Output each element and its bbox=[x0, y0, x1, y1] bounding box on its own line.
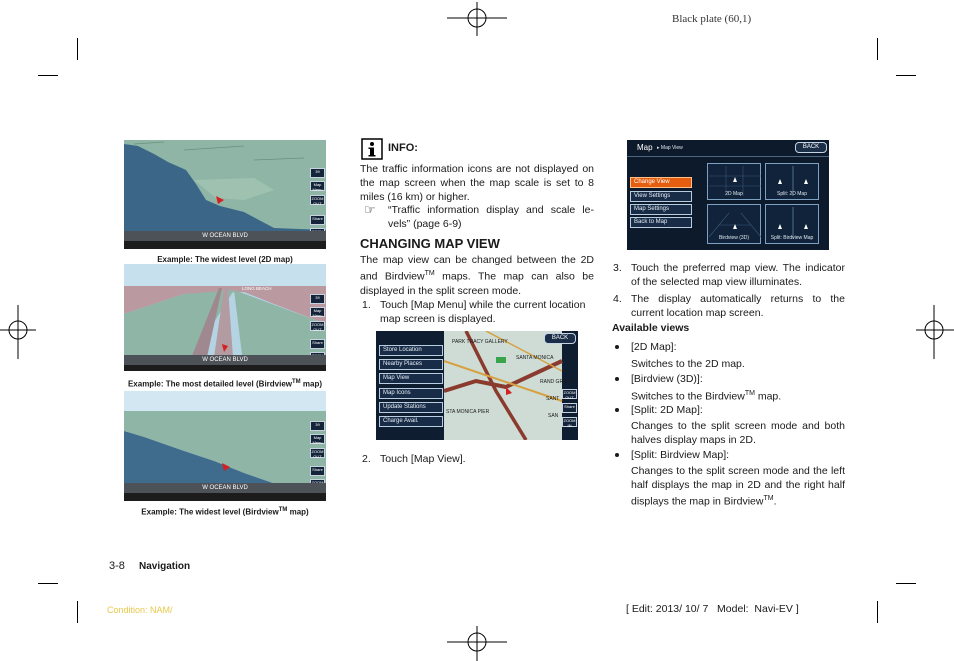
view-tile-label: Split: 2D Map bbox=[776, 191, 807, 197]
map-2d-widest-image bbox=[124, 140, 326, 249]
registration-mark-bottom bbox=[447, 626, 507, 661]
edit-model-label: [ Edit: 2013/ 10/ 7 Model: Navi-EV ] bbox=[626, 603, 799, 615]
caption-birdview-widest: Example: The widest level (Birdview™ map) bbox=[141, 507, 309, 517]
map-menu-button[interactable]: Map Menu bbox=[310, 434, 325, 444]
menu-change-view[interactable]: Change View bbox=[630, 177, 692, 188]
share-button[interactable]: Share bbox=[310, 215, 325, 225]
condition-label: Condition: NAM/ bbox=[107, 605, 173, 615]
menu-map-icons[interactable]: Map Icons bbox=[379, 388, 443, 399]
crop-mark bbox=[877, 38, 878, 60]
screen-subtitle: ▸ Map View bbox=[657, 145, 683, 151]
caption-birdview-detailed: Example: The most detailed level (Birdview™ map) bbox=[127, 379, 323, 389]
view-tile-split-2d-map[interactable] bbox=[765, 163, 819, 200]
map-view-screen-image bbox=[627, 140, 829, 250]
view-desc-split-birdview: Changes to the split screen mode and the left half displays the map in 2D and the right half displays the map in Birdview™. bbox=[631, 465, 845, 508]
view-label-2d-map: [2D Map]: bbox=[631, 341, 677, 353]
step-2-text: Touch [Map View]. bbox=[380, 453, 466, 465]
scale-button[interactable]: 39 bbox=[310, 421, 325, 431]
view-tile-split-birdview-map[interactable] bbox=[765, 204, 819, 244]
crop-mark bbox=[77, 601, 78, 623]
registration-mark-right bbox=[916, 305, 954, 359]
map-label: SAN bbox=[548, 413, 559, 419]
step-number: 4. bbox=[613, 293, 622, 305]
back-button[interactable]: BACK bbox=[544, 333, 576, 344]
bullet bbox=[615, 345, 619, 349]
street-name-bar: W OCEAN BLVD bbox=[124, 231, 326, 241]
scale-button[interactable]: 39 bbox=[310, 294, 325, 304]
info-reference: “Traffic information display and scale le-vels” (page 6-9) bbox=[388, 204, 594, 230]
crop-mark bbox=[877, 601, 878, 623]
map-menu-screen-image bbox=[376, 331, 578, 440]
map-menu-button[interactable]: Map Menu bbox=[310, 181, 325, 191]
view-tile-label: Split: Birdview Map bbox=[770, 235, 814, 241]
zoom-out-button[interactable]: ZOOM OUT bbox=[311, 449, 324, 459]
map-menu-button[interactable]: Map Menu bbox=[310, 307, 325, 317]
zoom-out-button[interactable]: ZOOM OUT bbox=[311, 322, 324, 332]
crop-mark bbox=[38, 75, 58, 76]
map-label: SANT bbox=[546, 396, 560, 402]
crop-mark bbox=[896, 75, 916, 76]
back-button[interactable]: BACK bbox=[795, 142, 827, 153]
map-place-label: LONG BEACH bbox=[242, 286, 272, 291]
step-number: 1. bbox=[362, 299, 371, 311]
step-number: 2. bbox=[362, 453, 371, 465]
crop-mark bbox=[38, 583, 58, 584]
share-button[interactable]: Share bbox=[310, 339, 325, 349]
reference-hand-icon: ☞ bbox=[364, 202, 376, 217]
view-label-split-2d: [Split: 2D Map]: bbox=[631, 404, 703, 416]
view-tile-2d-map[interactable] bbox=[707, 163, 761, 200]
step-1-text: Touch [Map Menu] while the current location map screen is displayed. bbox=[380, 299, 586, 325]
share-button[interactable]: Share bbox=[562, 403, 577, 413]
map-label: PARK TRACY GALLERY bbox=[452, 339, 508, 345]
step-number: 3. bbox=[613, 262, 622, 274]
map-birdview-detailed-image bbox=[124, 264, 326, 371]
view-desc-split-2d: Changes to the split screen mode and both halves display maps in 2D. bbox=[631, 420, 845, 446]
available-views-heading: Available views bbox=[612, 322, 690, 334]
menu-nearby-places[interactable]: Nearby Places bbox=[379, 359, 443, 370]
view-desc-2d-map: Switches to the 2D map. bbox=[631, 358, 745, 370]
menu-back-to-map[interactable]: Back to Map bbox=[630, 217, 692, 228]
registration-mark-top bbox=[447, 2, 507, 36]
zoom-out-button[interactable]: ZOOM OUT bbox=[311, 196, 324, 206]
menu-charge-avail[interactable]: Charge Avail. bbox=[379, 416, 443, 427]
view-tile-label: Birdview (3D) bbox=[718, 235, 749, 241]
menu-store-location[interactable]: Store Location bbox=[379, 345, 443, 356]
view-label-split-birdview: [Split: Birdview Map]: bbox=[631, 449, 730, 461]
info-heading: INFO: bbox=[388, 142, 418, 154]
map-label: RAND GRAVIA bbox=[540, 379, 575, 385]
black-plate-label: Black plate (60,1) bbox=[672, 13, 752, 25]
zoom-in-button[interactable]: ZOOM IN bbox=[563, 418, 576, 428]
view-tile-label: 2D Map bbox=[725, 191, 743, 197]
menu-view-settings[interactable]: View Settings bbox=[630, 191, 692, 202]
registration-mark-left bbox=[0, 305, 36, 359]
bullet bbox=[615, 408, 619, 412]
section-intro: The map view can be changed between the 2D and Birdview™ maps. The map can also be displayed in the split screen mode. bbox=[360, 254, 594, 297]
street-name-bar: W OCEAN BLVD bbox=[124, 355, 326, 365]
map-birdview-widest-image bbox=[124, 391, 326, 501]
zoom-out-button[interactable]: ZOOM OUT bbox=[563, 390, 576, 400]
step-4-text: The display automatically returns to the current location map screen. bbox=[631, 293, 845, 319]
map-label: SANTA MONICA bbox=[516, 355, 554, 361]
step-3-text: Touch the preferred map view. The indicator of the selected map view illuminates. bbox=[631, 262, 845, 288]
scale-button[interactable]: 39 bbox=[310, 168, 325, 178]
share-button[interactable]: Share bbox=[310, 466, 325, 476]
menu-map-settings[interactable]: Map Settings bbox=[630, 204, 692, 215]
page-number: 3-8 bbox=[109, 560, 125, 572]
bullet bbox=[615, 453, 619, 457]
section-title: CHANGING MAP VIEW bbox=[360, 236, 500, 251]
info-icon bbox=[361, 138, 383, 160]
crop-mark bbox=[896, 583, 916, 584]
bullet bbox=[615, 377, 619, 381]
screen-title: Map bbox=[637, 143, 653, 152]
view-desc-birdview: Switches to the Birdview™ map. bbox=[631, 390, 782, 403]
crop-mark bbox=[77, 38, 78, 60]
info-text: The traffic information icons are not displayed on the map screen when the map scale is set to 8 miles (16 km) or higher. bbox=[360, 163, 594, 203]
street-name-bar: W OCEAN BLVD bbox=[124, 483, 326, 493]
caption-2d-map: Example: The widest level (2D map) bbox=[157, 255, 293, 264]
map-label: STA MONICA PIER bbox=[446, 409, 490, 415]
view-label-birdview: [Birdview (3D)]: bbox=[631, 373, 703, 385]
view-tile-birdview-3d[interactable] bbox=[707, 204, 761, 244]
footer-section-name: Navigation bbox=[139, 561, 191, 572]
menu-map-view[interactable]: Map View bbox=[379, 373, 443, 384]
menu-update-stations[interactable]: Update Stations bbox=[379, 402, 443, 413]
